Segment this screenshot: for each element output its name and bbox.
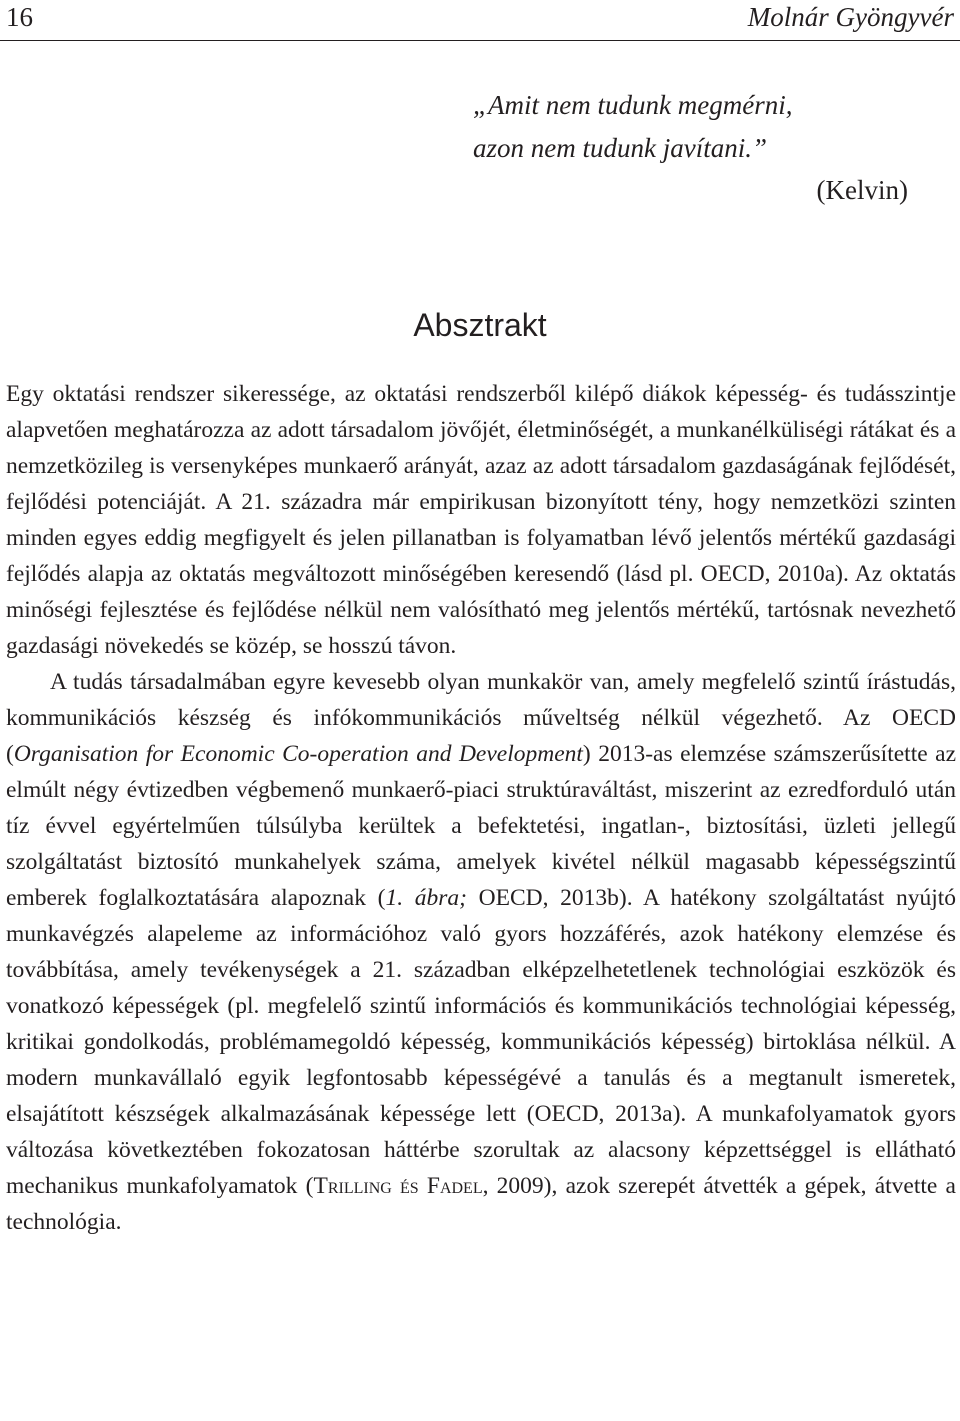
citation-authors: Trilling és Fadel xyxy=(313,1173,483,1199)
body-text xyxy=(6,376,956,1240)
section-heading: Absztrakt xyxy=(413,307,547,343)
organisation-name: Organisation for Economic Co-operation and Development xyxy=(13,741,583,767)
figure-reference: 1. ábra; xyxy=(385,885,467,911)
paragraph-2 xyxy=(6,664,956,1240)
paragraph-2-text-3: OECD, 2013b). A hatékony szolgáltatást nyújtó munkavégzés alapeleme az információhoz való gyors hozzáférés, azok hatékony elemzése és továbbítása, amely tevékenységek a 21. században elképzelhetetlenek technológiai eszközök és vonatkozó képességek (pl. megfelelő szintű információs és kommunikációs technológiai képesség, kritikai gondolkodás, problémamegoldó képesség, kommunikációs képesség) birtoklása nélkül. A modern munkavállaló egyik legfontosabb képességévé a tanulás és a megtanult ismeretek, elsajátított készségek alkalmazásának képessége lett (OECD, 2013a). A munkafolyamatok gyors változása következtében fokozatosan háttérbe szorultak az alacsony képzettséggel is ellátható mechanikus munkafolyamatok ( xyxy=(6,885,956,1199)
paragraph-2-text-2: ) 2013-as elemzése számszerűsítette az elmúlt négy évtizedben végbemenő munkaerő-piaci struktúraváltást, miszerint az ezredforduló után tíz évvel egyértelműen túlsúlyba kerültek a befektetési, ingatlan-, biztosítási, üzleti jellegű szolgáltatást biztosító munkahelyek száma, amelyek kivétel nélkül magasabb képességszintű emberek foglalkoztatására alapoznak ( xyxy=(6,741,956,911)
page-header xyxy=(0,0,960,41)
epigraph-author: (Kelvin) xyxy=(816,175,908,205)
paragraph-1: Egy oktatási rendszer sikeressége, az oktatási rendszerből kilépő diákok képesség- és tudásszintje alapvetően meghatározza az adott társadalom jövőjét, életminőségét, a munkanélküliségi rátákat és a nemzetközileg is versenyképes munkaerő arányát, azaz az adott társadalom gazdaságának fejlődését, fejlődési potenciáját. A 21. századra már empirikusan bizonyított tény, hogy nemzetközi szinten minden egyes eddig megfigyelt és jelen pillanatban is folyamatban lévő jelentős mértékű gazdasági fejlődés alapja az oktatás megváltozott minőségében keresendő (lásd pl. OECD, 2010a). Az oktatás minőségi fejlesztése és fejlődése nélkül nem valósítható meg jelentős mértékű, tartósnak nevezhető gazdasági növekedés se közép, se hosszú távon. xyxy=(6,381,956,659)
epigraph xyxy=(473,84,943,212)
epigraph-line-1: „Amit nem tudunk megmérni, xyxy=(473,90,793,120)
paragraph-2-text-4: , 2009), azok szerepét átvették a gépek, átvette a technológia. xyxy=(6,1173,956,1235)
paragraph-2-text-1: A tudás társadalmában egyre kevesebb olyan munkakör van, amely megfelelő szintű írástudás, kommunikációs készség és infókommunikációs műveltség nélkül végezhető. Az OECD ( xyxy=(6,669,956,767)
running-head-author: Molnár Gyöngyvér xyxy=(747,2,954,32)
epigraph-line-2: azon nem tudunk javítani.” xyxy=(473,133,767,163)
page-number: 16 xyxy=(6,2,33,32)
